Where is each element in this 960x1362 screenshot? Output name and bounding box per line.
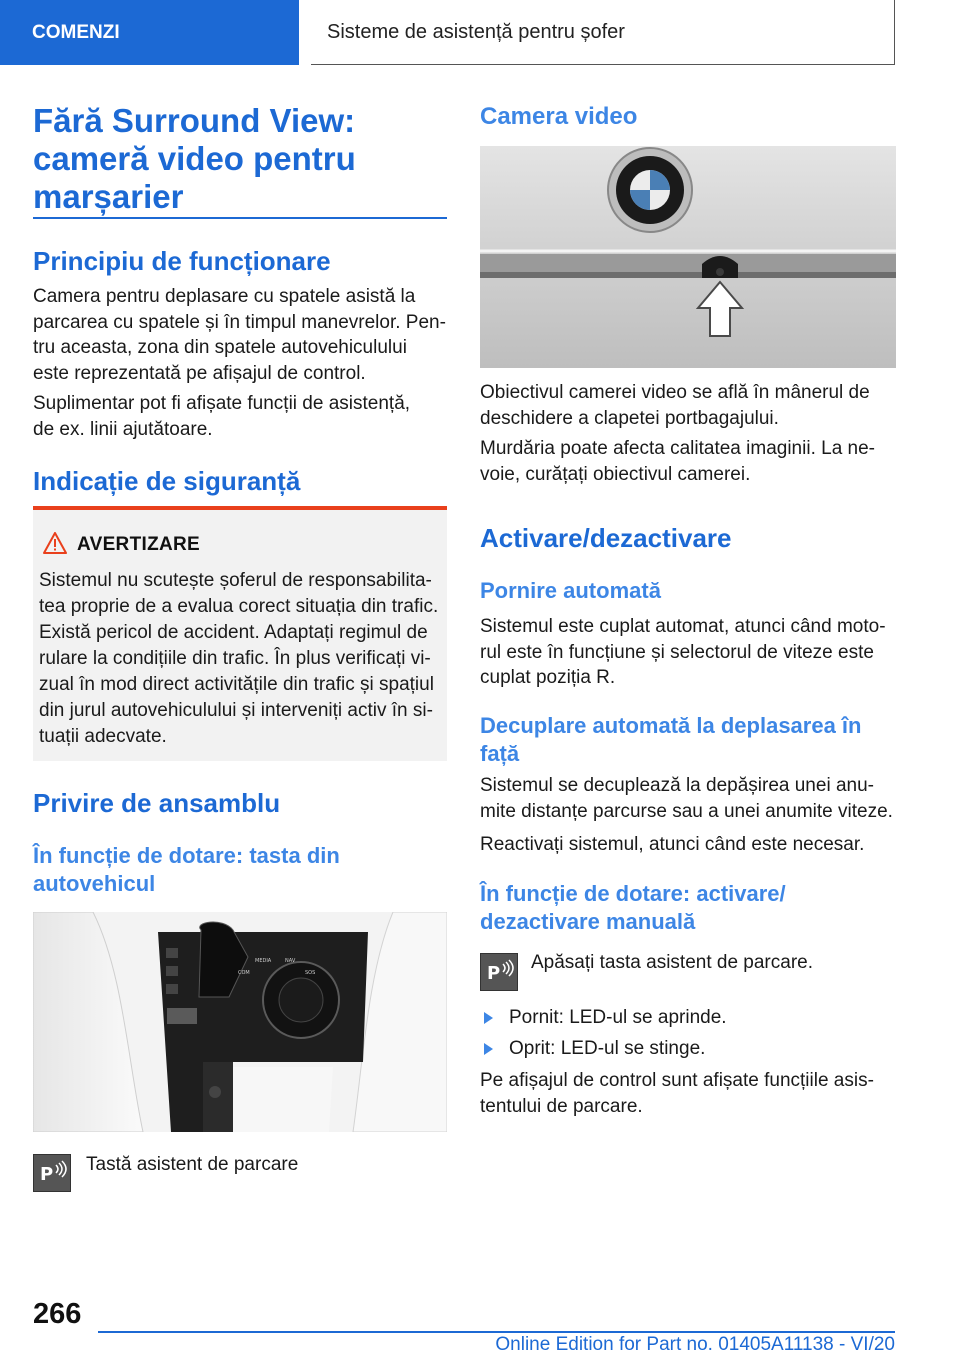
parking-assist-button-icon — [480, 953, 518, 991]
auto-off-heading: Decuplare automată la deplasarea în față — [480, 713, 862, 766]
overview-heading: Privire de ansamblu — [33, 788, 281, 818]
title-divider — [33, 217, 447, 219]
principle-paragraph-1: Camera pentru deplasare cu spatele asistă la parcarea cu spatele și în timpul manevrelor. Pen-tru aceasta, zona din spatele autovehiculului este reprezentată pe afișajul de control. — [33, 286, 446, 384]
safety-heading: Indicație de siguranță — [33, 466, 301, 496]
bullet-item: Oprit: LED-ul se stinge. — [509, 1038, 706, 1059]
manual-button-text: Apăsați tasta asistent de parcare. — [531, 952, 813, 973]
footer-divider — [98, 1331, 895, 1333]
svg-text:P: P — [487, 963, 501, 984]
footer-edition: Online Edition for Part no. 01405A11138 - VI/20 — [495, 1334, 895, 1355]
principle-paragraph-2: Suplimentar pot fi afișate funcții de asistență, de ex. linii ajutătoare. — [33, 393, 411, 440]
auto-start-heading: Pornire automată — [480, 578, 661, 603]
photo-label: NAV — [285, 958, 296, 964]
auto-start-paragraph: Sistemul este cuplat automat, atunci când moto-rul este în funcțiune și selectorul de viteze este cuplat poziția R. — [480, 616, 886, 688]
camera-heading: Camera video — [480, 103, 638, 130]
warning-box — [33, 506, 447, 761]
parking-assist-button-icon — [33, 1154, 71, 1192]
warning-triangle-icon — [43, 532, 67, 554]
svg-text:P: P — [40, 1164, 54, 1185]
bullet-item: Pornit: LED-ul se aprinde. — [509, 1007, 727, 1028]
bullet-arrow-icon — [484, 1012, 493, 1024]
page-title: Fără Surround View: cameră video pentru marșarier — [33, 102, 356, 215]
equipment-heading: În funcție de dotare: tasta din autovehicul — [33, 843, 340, 896]
center-console-image — [33, 912, 447, 1132]
auto-off-paragraph-2: Reactivați sistemul, atunci când este necesar. — [480, 834, 865, 855]
rear-camera-image — [480, 146, 896, 368]
bullet-arrow-icon — [484, 1043, 493, 1055]
manual-heading: În funcție de dotare: activare/ dezactivare manuală — [480, 881, 786, 934]
activation-heading: Activare/dezactivare — [480, 523, 732, 553]
warning-text: Sistemul nu scutește șoferul de responsabilita-tea proprie de a evalua corect situația din trafic. Există pericol de accident. Adaptați regimul de rulare la condițiile din trafic. În plus verificați vi-zual în mod direct activitățile din trafic și spațiul din jurul autovehiculului și interveniți activ în si-tuații adecvate. — [39, 570, 439, 747]
camera-paragraph-2: Murdăria poate afecta calitatea imaginii. La ne-voie, curățați obiectivul camerei. — [480, 438, 876, 485]
warning-title: AVERTIZARE — [77, 534, 200, 555]
photo-label: MEDIA — [255, 958, 272, 964]
auto-off-paragraph-1: Sistemul se decuplează la depășirea unei anu-mite distanțe parcurse sau a unei anumite viteze. — [480, 775, 893, 822]
photo-label: SOS — [305, 970, 316, 976]
chapter-title: Sisteme de asistență pentru șofer — [311, 0, 895, 65]
principle-heading: Principiu de funcționare — [33, 246, 331, 276]
section-tab: COMENZI — [0, 0, 299, 65]
page-number: 266 — [33, 1298, 82, 1330]
button-caption: Tastă asistent de parcare — [86, 1154, 299, 1175]
manual-paragraph: Pe afișajul de control sunt afișate funcțiile asis-tentului de parcare. — [480, 1070, 874, 1117]
camera-paragraph-1: Obiectivul camerei video se află în mânerul de deschidere a clapetei portbagajului. — [480, 382, 870, 429]
photo-label: COM — [238, 970, 250, 976]
